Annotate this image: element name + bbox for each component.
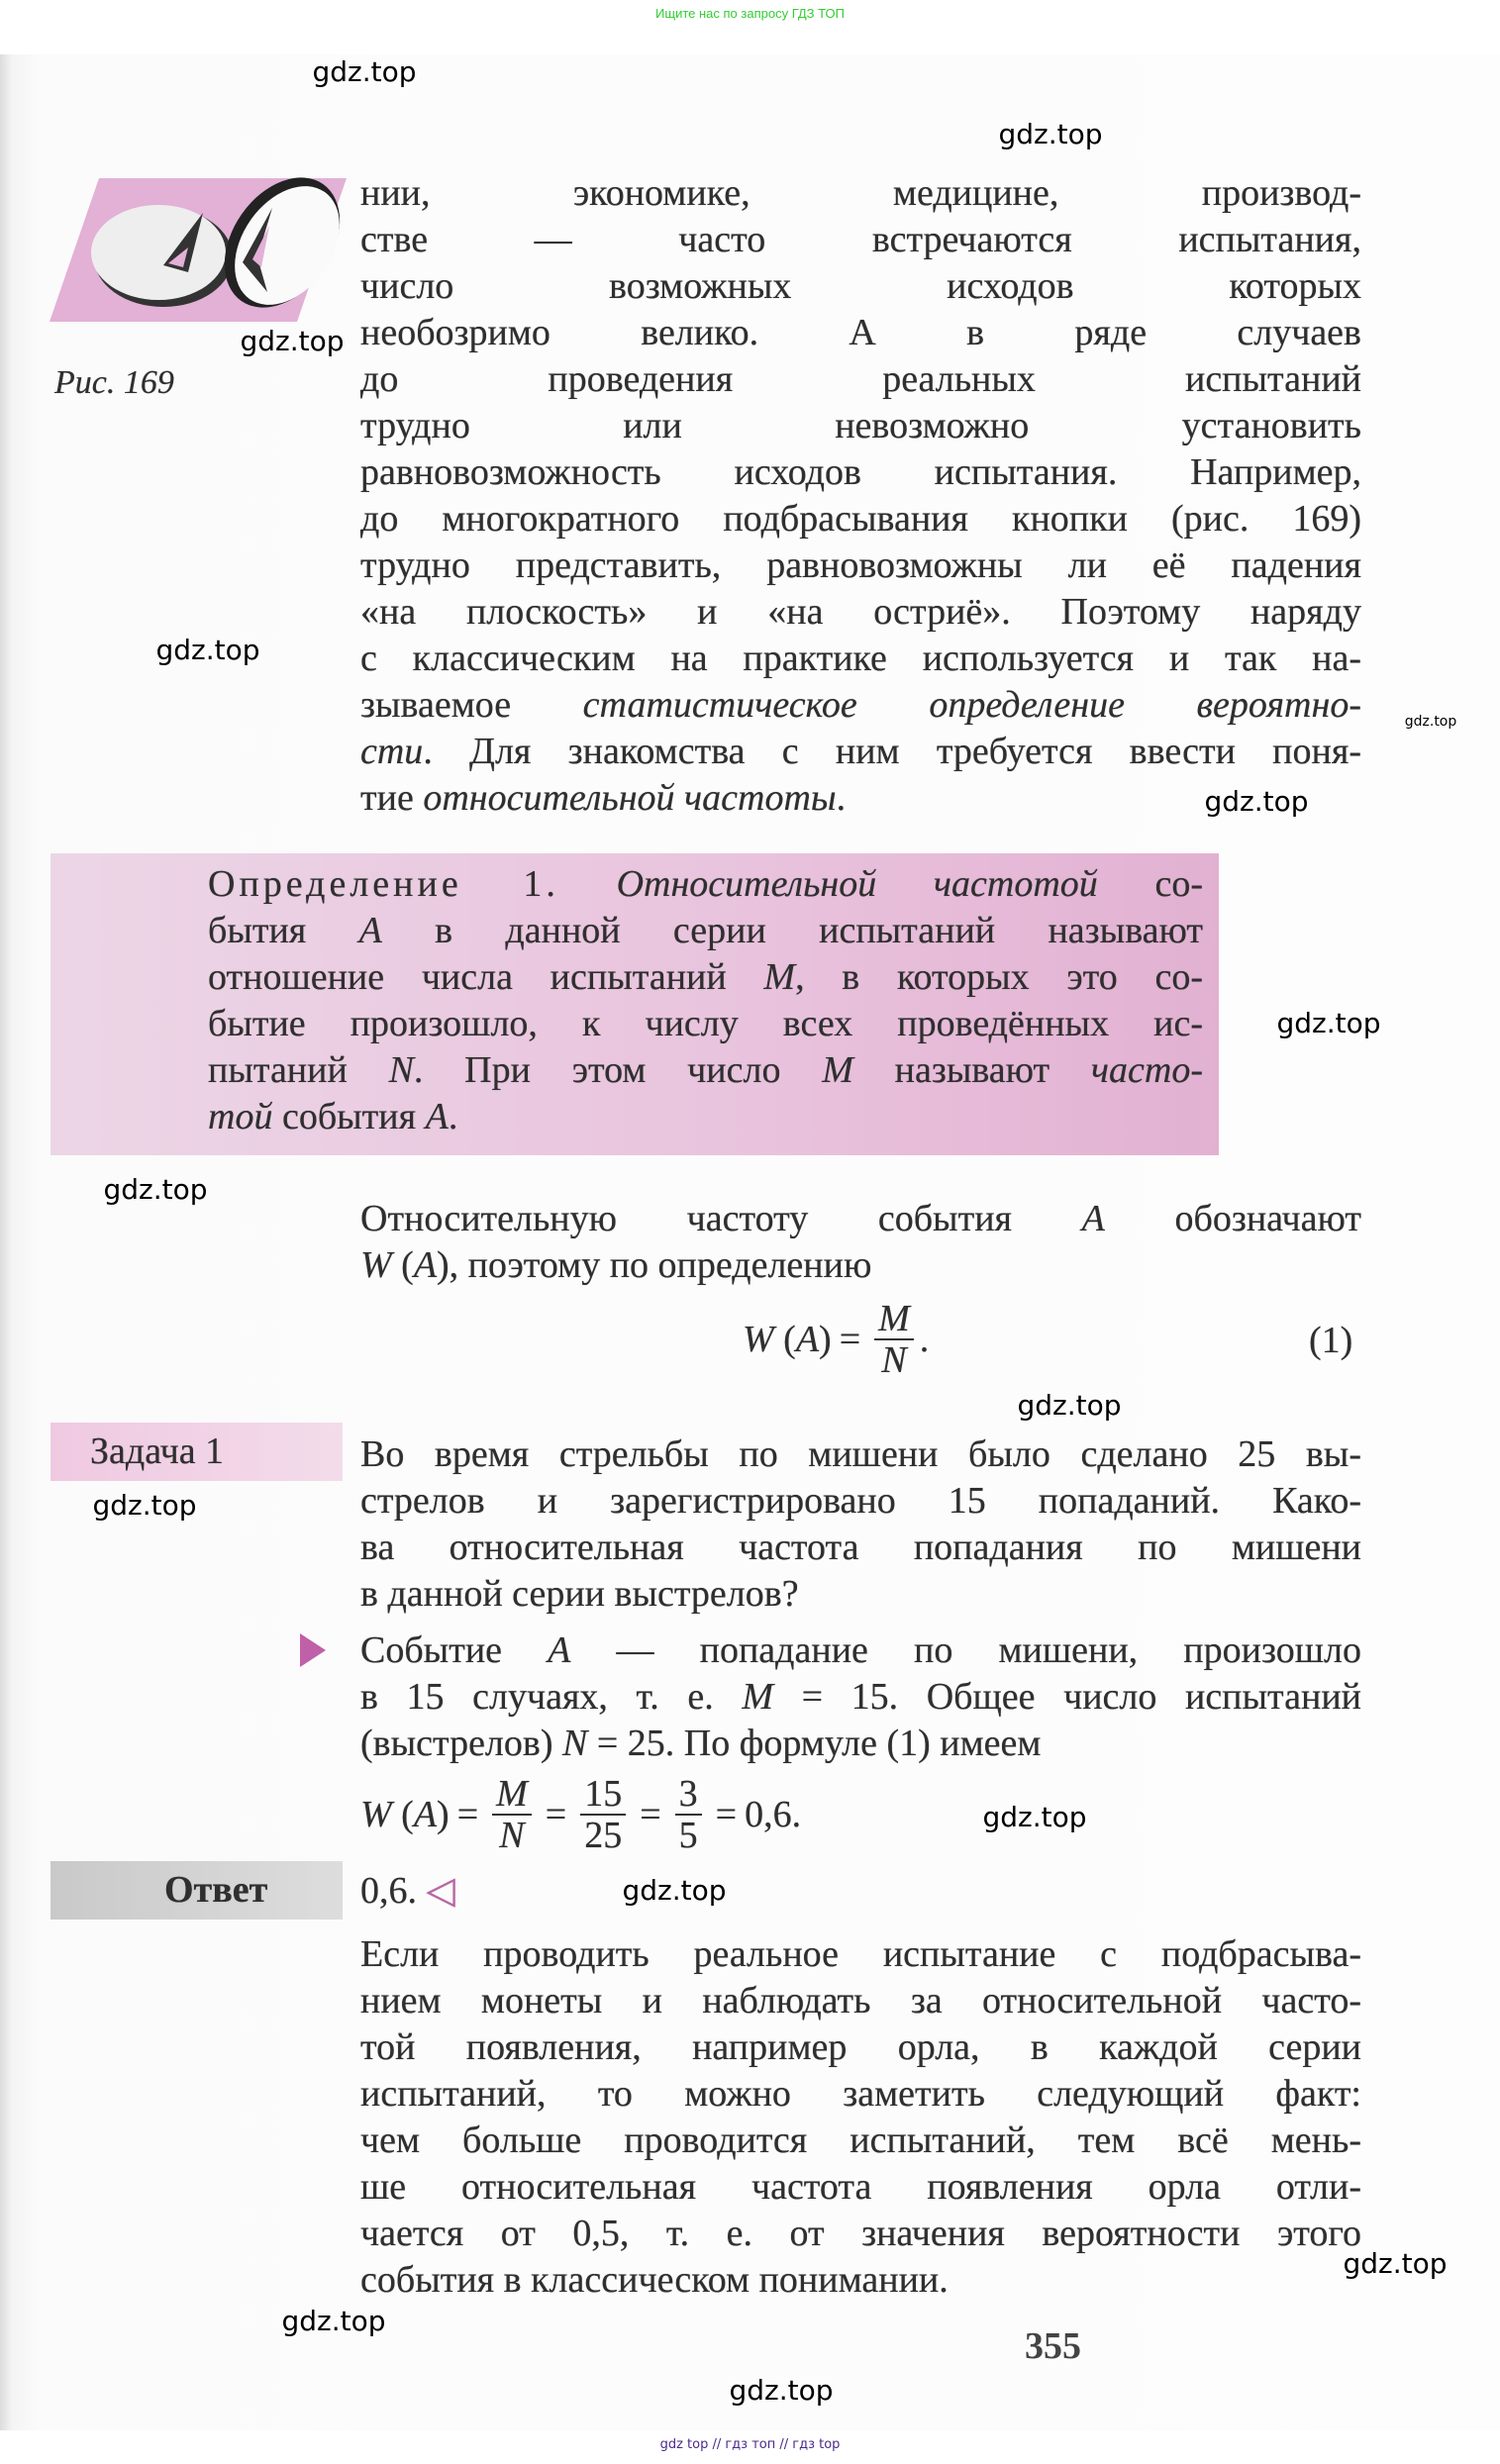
- watermark: gdz.top: [622, 1874, 727, 1907]
- fraction: $\frac{M}{N}$: [492, 1774, 532, 1855]
- watermark: gdz.top: [1276, 1007, 1381, 1039]
- text-segment: тие: [360, 777, 424, 819]
- text-line: [360, 1525, 1361, 1571]
- text-segment: зываемое: [360, 684, 583, 726]
- answer-label-box: [50, 1861, 343, 1920]
- text-segment: (выстрелов): [360, 1723, 562, 1764]
- formula-result: 0,6.: [745, 1794, 802, 1835]
- text-line: [208, 1047, 1203, 1094]
- text-segment: чем больше проводится испытаний, тем всё мень-: [360, 2119, 1361, 2161]
- text-segment: трудно или невозможно установить: [360, 405, 1361, 446]
- text-segment: Относительную частоту события: [360, 1198, 1082, 1239]
- text-line: [360, 2024, 1361, 2071]
- text-line: [360, 1431, 1361, 1478]
- text-line: [360, 682, 1361, 729]
- text-segment: с классическим на практике используется и так на-: [360, 638, 1361, 679]
- text-segment: бытие произошло, к числу всех проведённых ис-: [208, 1003, 1203, 1044]
- text-segment: отношение числа испытаний: [208, 956, 764, 998]
- formula-number: (1): [1309, 1320, 1353, 1361]
- italic-text: часто-: [1090, 1049, 1204, 1091]
- text-line: [360, 1721, 1361, 1767]
- solution-formula: W ( A ) = $\frac{M}{N}$ = $\frac{15}{25}$ = $\frac{3}{5}$ = 0,6.: [360, 1773, 802, 1856]
- footer-links[interactable]: gdz top // гдз топ // гдз top: [659, 2437, 841, 2452]
- text-line: [360, 1196, 1361, 1242]
- text-line: [360, 496, 1361, 542]
- text-line: [360, 1627, 1361, 1674]
- italic-text: N: [562, 1723, 588, 1764]
- solution-start-icon: [300, 1633, 326, 1667]
- watermark: gdz.top: [92, 1489, 197, 1522]
- text-segment: чается от 0,5, т. е. от значения вероятности этого: [360, 2213, 1361, 2254]
- italic-text: A: [548, 1629, 571, 1671]
- watermark: gdz.top: [982, 1801, 1087, 1833]
- text-line: [360, 1571, 1361, 1618]
- text-segment: со-: [1097, 863, 1203, 905]
- text-line: [360, 542, 1361, 589]
- watermark: gdz.top: [998, 118, 1103, 150]
- task-label-box: [50, 1423, 343, 1481]
- text-segment: нии, экономике, медицине, производ-: [360, 172, 1361, 214]
- formula-symbol: A: [795, 1319, 820, 1360]
- formula-symbol: A: [413, 1794, 438, 1835]
- fraction: $\frac{M}{N}$: [874, 1299, 914, 1380]
- text-line: [360, 170, 1361, 217]
- text-segment: .: [448, 1096, 458, 1137]
- text-segment: Если проводить реальное испытание с подбрасыва-: [360, 1933, 1361, 1975]
- search-banner[interactable]: Ищите нас по запросу ГДЗ ТОП: [655, 6, 845, 21]
- text-segment: Определение 1.: [208, 863, 559, 905]
- italic-text: A: [1081, 1198, 1105, 1239]
- text-segment: называют: [852, 1049, 1091, 1091]
- italic-text: Относительной частотой: [616, 863, 1098, 905]
- text-line: [208, 861, 1203, 908]
- text-segment: стрелов и зарегистрировано 15 попаданий. Како-: [360, 1480, 1361, 1522]
- text-segment: , в которых это со-: [795, 956, 1203, 998]
- text-segment: (: [391, 1244, 414, 1286]
- watermark: gdz.top: [103, 1173, 208, 1206]
- text-segment: Во время стрельбы по мишени было сделано 25 вы-: [360, 1433, 1361, 1475]
- formula-symbol: W: [743, 1319, 774, 1360]
- text-segment: ше относительная частота появления орла отли-: [360, 2166, 1361, 2208]
- text-segment: Событие: [360, 1629, 549, 1671]
- answer-label: Ответ: [164, 1869, 268, 1911]
- text-segment: «на плоскость» и «на остриё». Поэтому наряду: [360, 591, 1361, 633]
- figure-caption: Рис. 169: [54, 364, 174, 401]
- fraction: $\frac{15}{25}$: [580, 1774, 626, 1855]
- watermark: gdz.top: [1204, 785, 1309, 818]
- italic-text: N: [388, 1049, 414, 1091]
- text-segment: .: [836, 777, 847, 819]
- watermark: gdz.top: [1404, 714, 1457, 730]
- text-segment: той появления, например орла, в каждой серии: [360, 2026, 1361, 2068]
- text-segment: число возможных исходов которых: [360, 265, 1361, 307]
- text-line: [360, 2211, 1361, 2257]
- text-line: [360, 1242, 1361, 1289]
- italic-text: M: [763, 956, 796, 998]
- text-line: [360, 1478, 1361, 1525]
- text-segment: до многократного подбрасывания кнопки (рис. 169): [360, 498, 1361, 540]
- text-segment: пытаний: [208, 1049, 389, 1091]
- italic-text: статистическое определение вероятно-: [582, 684, 1361, 726]
- text-line: [360, 2164, 1361, 2211]
- task-label: Задача 1: [90, 1430, 225, 1472]
- text-segment: события: [272, 1096, 426, 1137]
- italic-text: M: [822, 1049, 853, 1091]
- watermark: gdz.top: [1017, 1389, 1122, 1422]
- text-segment: в данной серии испытаний называют: [381, 910, 1203, 951]
- text-line: [360, 589, 1361, 636]
- text-line: [360, 1978, 1361, 2024]
- text-segment: нием монеты и наблюдать за относительной часто-: [360, 1980, 1361, 2021]
- italic-text: A: [413, 1244, 438, 1286]
- text-line: [360, 449, 1361, 496]
- text-line: [360, 2118, 1361, 2164]
- text-line: [360, 2071, 1361, 2118]
- text-line: [360, 729, 1361, 775]
- page-number: 355: [1025, 2325, 1081, 2367]
- text-segment: . Для знакомства с ним требуется ввести поня-: [423, 731, 1361, 772]
- text-segment: — попадание по мишени, произошло: [570, 1629, 1361, 1671]
- text-segment: обозначают: [1104, 1198, 1361, 1239]
- text-segment: ва относительная частота попадания по мишени: [360, 1527, 1361, 1568]
- watermark: gdz.top: [1343, 2247, 1448, 2280]
- fraction: $\frac{3}{5}$: [675, 1774, 702, 1855]
- text-line: [360, 403, 1361, 449]
- watermark: gdz.top: [240, 325, 345, 357]
- answer-value-row: [360, 1869, 455, 1913]
- italic-text: A: [358, 910, 382, 951]
- text-segment: испытаний, то можно заметить следующий факт:: [360, 2073, 1361, 2115]
- italic-text: M: [742, 1676, 773, 1718]
- text-line: [360, 263, 1361, 310]
- text-segment: = 25. По формуле (1) имеем: [587, 1723, 1042, 1764]
- text-segment: в 15 случаях, т. е.: [360, 1676, 743, 1718]
- text-segment: = 15. Общее число испытаний: [773, 1676, 1361, 1718]
- watermark: gdz.top: [729, 2374, 834, 2407]
- italic-text: относительной частоты: [423, 777, 837, 819]
- text-segment: до проведения реальных испытаний: [360, 358, 1361, 400]
- text-segment: ), поэтому по определению: [437, 1244, 872, 1286]
- text-line: [360, 1931, 1361, 1978]
- text-segment: [559, 863, 617, 905]
- thumbtack-illustration: [50, 168, 356, 327]
- text-line: [208, 908, 1203, 954]
- text-segment: . При этом число: [413, 1049, 823, 1091]
- text-line: [360, 636, 1361, 682]
- italic-text: W: [360, 1244, 392, 1286]
- text-segment: в данной серии выстрелов?: [360, 1573, 799, 1615]
- text-line: [208, 1001, 1203, 1047]
- text-segment: бытия: [208, 910, 359, 951]
- text-line: [208, 954, 1203, 1001]
- text-segment: трудно представить, равновозможны ли её падения: [360, 544, 1361, 586]
- watermark: gdz.top: [281, 2305, 386, 2337]
- italic-text: той: [208, 1096, 273, 1137]
- italic-text: A: [425, 1096, 449, 1137]
- text-line: [360, 310, 1361, 356]
- text-line: [208, 1094, 1203, 1140]
- text-line: [360, 217, 1361, 263]
- text-line: [360, 1674, 1361, 1721]
- italic-text: сти: [360, 731, 424, 772]
- text-segment: события в классическом понимании.: [360, 2259, 949, 2301]
- text-segment: стве — часто встречаются испытания,: [360, 219, 1361, 260]
- text-line: [360, 2257, 1361, 2304]
- text-segment: равновозможность исходов испытания. Например,: [360, 451, 1361, 493]
- solution-end-icon: ◁: [426, 1870, 455, 1912]
- answer-value: 0,6.: [360, 1870, 417, 1912]
- watermark: gdz.top: [155, 634, 260, 666]
- text-line: [360, 356, 1361, 403]
- watermark: gdz.top: [312, 55, 417, 88]
- formula-symbol: W: [360, 1794, 392, 1835]
- text-segment: необозримо велико. А в ряде случаев: [360, 312, 1361, 353]
- formula-1: W ( A ) = $\frac{M}{N}$ .: [743, 1298, 930, 1381]
